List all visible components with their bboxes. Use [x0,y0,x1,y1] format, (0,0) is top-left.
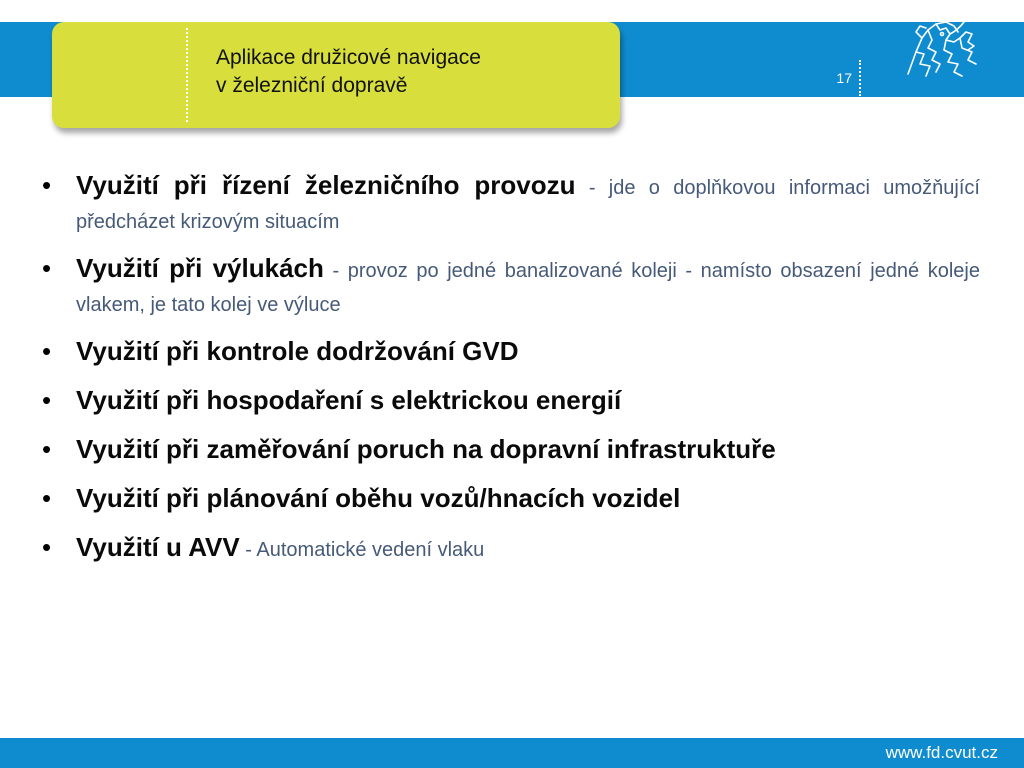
list-item [40,383,980,422]
bullet-heading: Využití při řízení železničního provozu [76,170,576,200]
slide-title [216,44,616,100]
list-item [40,481,980,520]
list-item [40,251,980,324]
header-top-margin [0,0,1024,22]
bullet-marker: • [42,532,52,562]
list-item [40,530,980,569]
bullet-marker: • [42,434,52,464]
list-item [40,168,980,241]
list-item [40,334,980,373]
footer-url: www.fd.cvut.cz [885,743,998,762]
bullet-heading: Využití při zaměřování poruch na dopravní infrastruktuře [76,434,776,464]
bullet-heading: Využití u AVV [76,532,240,562]
footer-band [0,738,1024,768]
list-item [40,432,980,471]
bullet-marker: • [42,385,52,415]
bullet-heading: Využití při výlukách [76,253,324,283]
bullet-heading: Využití při plánování oběhu vozů/hnacích vozidel [76,483,681,513]
slide-number: 17 [836,70,852,86]
title-divider [186,28,188,122]
bullet-detail: - provoz po jedné banalizované koleji - namísto obsazení jedné koleje vlakem, je tato kolej ve výluce [76,260,980,316]
slide-title-line1: Aplikace družicové navigace [216,46,481,69]
slide-number-divider [859,60,861,96]
slide-title-line2: v železniční dopravě [216,74,408,97]
bullet-heading: Využití při kontrole dodržování GVD [76,336,519,366]
bullet-heading: Využití při hospodaření s elektrickou energií [76,385,622,415]
bullet-marker: • [42,483,52,513]
bullet-marker: • [42,170,52,200]
bullet-list [40,168,980,579]
bullet-detail: - jde o doplňkovou informaci umožňující předcházet krizovým situacím [76,177,980,233]
bullet-marker: • [42,253,52,283]
bullet-marker: • [42,336,52,366]
cvut-lion-logo-icon [902,18,980,80]
bullet-detail: - Automatické vedení vlaku [239,539,485,561]
